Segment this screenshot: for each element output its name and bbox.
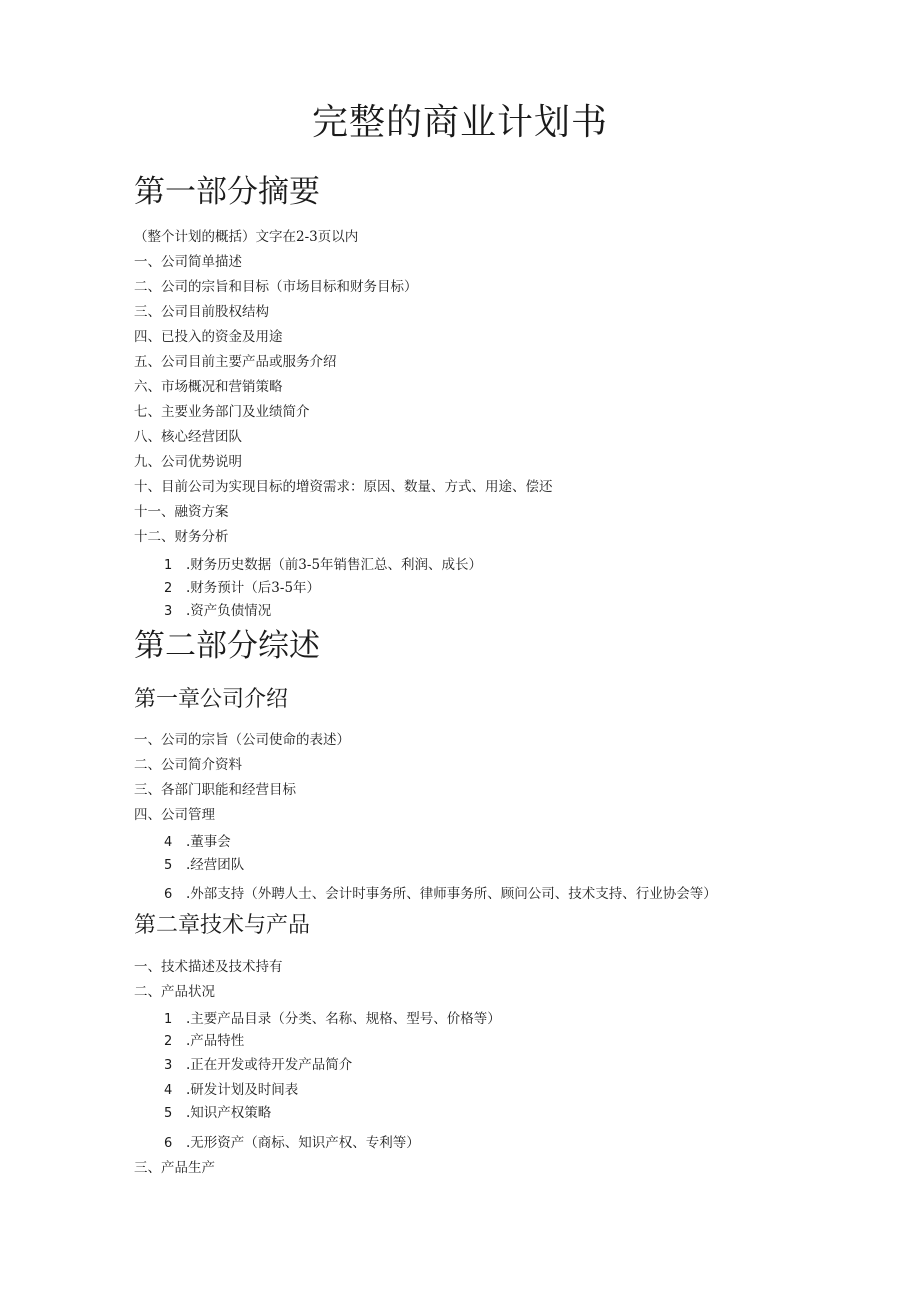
sub-item-number: 1	[164, 558, 173, 573]
product-sub-item	[164, 1010, 501, 1029]
list-item: 八、核心经营团队	[134, 429, 242, 445]
list-item: 九、公司优势说明	[134, 454, 242, 470]
list-item: 五、公司目前主要产品或服务介绍	[134, 354, 337, 370]
chapter2-heading: 第二章技术与产品	[134, 913, 311, 938]
management-sub-item	[164, 856, 244, 875]
sub-item-text: .外部支持（外聘人士、会计时事务所、律师事务所、顾问公司、技术支持、行业协会等）	[186, 886, 717, 902]
sub-item-number: 6	[164, 1136, 173, 1151]
list-item: 四、公司管理	[134, 807, 215, 823]
finance-sub-item	[164, 556, 482, 575]
sub-item-text: .无形资产（商标、知识产权、专利等）	[186, 1135, 420, 1151]
sub-item-text: .主要产品目录（分类、名称、规格、型号、价格等）	[186, 1011, 501, 1027]
management-sub-item	[164, 885, 717, 904]
list-item: 一、公司的宗旨（公司使命的表述）	[134, 732, 350, 748]
list-item: 二、公司的宗旨和目标（市场目标和财务目标）	[134, 279, 418, 295]
sub-item-text: .知识产权策略	[186, 1105, 272, 1121]
list-item: 十、目前公司为实现目标的增资需求：原因、数量、方式、用途、偿还	[134, 479, 553, 495]
chapter1-heading: 第一章公司介绍	[134, 687, 289, 712]
sub-item-text: .产品特性	[186, 1033, 245, 1049]
part1-heading: 第一部分摘要	[134, 174, 320, 210]
list-item: 四、已投入的资金及用途	[134, 329, 283, 345]
sub-item-number: 3	[164, 604, 173, 619]
sub-item-number: 4	[164, 835, 173, 850]
sub-item-text: .经营团队	[186, 857, 245, 873]
sub-item-number: 2	[164, 581, 173, 596]
document-title: 完整的商业计划书	[311, 102, 608, 143]
sub-item-text: .董事会	[186, 834, 231, 850]
list-item: 十一、融资方案	[134, 504, 229, 520]
management-sub-item	[164, 833, 231, 852]
list-item: 三、公司目前股权结构	[134, 304, 269, 320]
part2-heading: 第二部分综述	[134, 628, 320, 664]
finance-sub-item	[164, 579, 320, 598]
finance-sub-item	[164, 602, 271, 621]
sub-item-text: .正在开发或待开发产品简介	[186, 1057, 353, 1073]
sub-item-number: 1	[164, 1012, 173, 1027]
list-item: 三、产品生产	[134, 1160, 215, 1176]
product-sub-item	[164, 1081, 298, 1100]
sub-item-text: .财务预计（后3-5年）	[186, 580, 321, 596]
list-item: 一、公司简单描述	[134, 254, 242, 270]
list-item: 一、技术描述及技术持有	[134, 959, 283, 975]
part1-note: （整个计划的概括）文字在2-3页以内	[134, 229, 359, 245]
sub-item-number: 3	[164, 1058, 173, 1073]
sub-item-number: 6	[164, 887, 173, 902]
sub-item-number: 4	[164, 1083, 173, 1098]
list-item: 二、公司简介资料	[134, 757, 242, 773]
sub-item-text: .研发计划及时间表	[186, 1082, 299, 1098]
list-item: 三、各部门职能和经营目标	[134, 782, 296, 798]
sub-item-text: .资产负债情况	[186, 603, 272, 619]
list-item: 二、产品状况	[134, 984, 215, 1000]
sub-item-number: 5	[164, 858, 173, 873]
sub-item-number: 2	[164, 1034, 173, 1049]
sub-item-number: 5	[164, 1106, 173, 1121]
product-sub-item	[164, 1104, 271, 1123]
list-item: 十二、财务分析	[134, 529, 229, 545]
product-sub-item	[164, 1056, 352, 1075]
list-item: 六、市场概况和营销策略	[134, 379, 283, 395]
product-sub-item	[164, 1032, 244, 1051]
product-sub-item	[164, 1134, 420, 1153]
list-item: 七、主要业务部门及业绩简介	[134, 404, 310, 420]
sub-item-text: .财务历史数据（前3-5年销售汇总、利润、成长）	[186, 557, 483, 573]
